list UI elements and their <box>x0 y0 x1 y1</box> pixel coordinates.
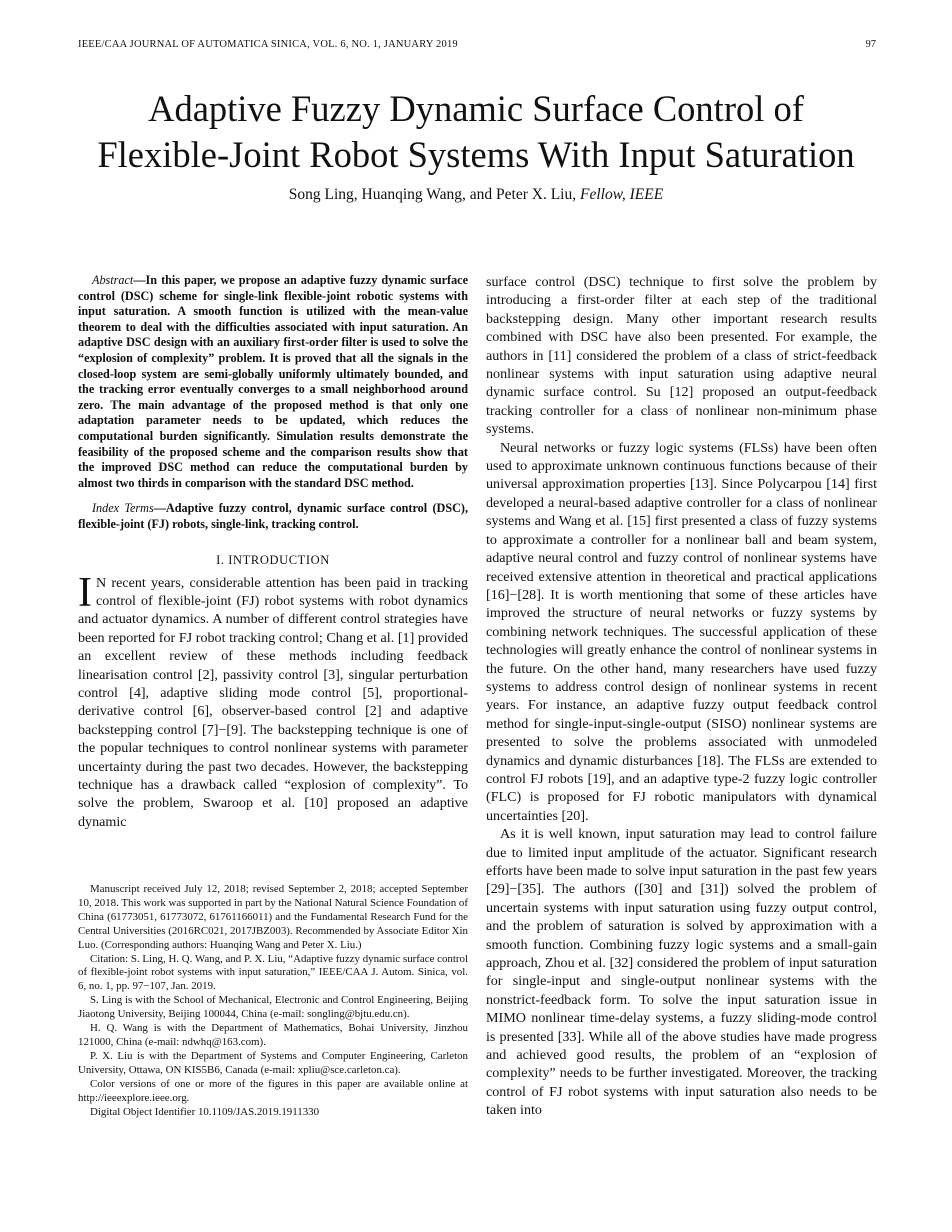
section-heading-introduction: I. INTRODUCTION <box>216 552 330 567</box>
abstract-lead: Abstract <box>92 273 134 287</box>
paper-title <box>0 86 952 178</box>
right-column <box>486 273 877 1120</box>
index-terms-lead: Index Terms <box>92 501 154 516</box>
footnotes <box>78 883 468 1119</box>
drop-cap: I <box>78 569 92 616</box>
footnote-author-2: H. Q. Wang is with the Department of Mathematics, Bohai University, Jinzhou 121000, China (e-mail: ndwhq@163.com). <box>78 1022 468 1048</box>
abstract <box>78 273 468 491</box>
right-paragraph-3: As it is well known, input saturation may lead to control failure due to limited input amplitude of the actuator. Significant research efforts have been made to solve input saturation in the past few years [29]−[35]. The authors ([30] and [31]) solved the problem of uncertain systems with input saturation using fuzzy output control, and the problem of saturation is solved by approximation with a smooth function. Combining fuzzy logic systems and a small-gain approach, Zhou et al. [32] considered the problem of input saturation for single-input and single-output nonlinear systems with the nonstrict-feedback form. To solve the input saturation issue in MIMO nonlinear time-delay systems, a fuzzy sliding-mode control is presented [33]. While all of the above studies have made progress and achieved good results, the problem of an “explosion of complexity” needs to be further investigated. Moreover, the tracking control of FJ robot systems with input saturation also needs to be taken into <box>486 826 877 1119</box>
footnote-doi: Digital Object Identifier 10.1109/JAS.2019.1911330 <box>90 1105 320 1118</box>
footnote-author-1: S. Ling is with the School of Mechanical, Electronic and Control Engineering, Beijing Jiaotong University, Beijing 100044, China (e-mail: songling@bjtu.edu.cn). <box>78 994 468 1021</box>
author-list <box>0 186 952 204</box>
footnote-manuscript: Manuscript received July 12, 2018; revised September 2, 2018; accepted September 10, 2018. This work was supported in part by the National Natural Science Foundation of China (61773051, 61773072, 61761166011) and the Fundamental Research Fund for the Central Universities (2016RC021, 2017JBZ003). Recommended by Associate Editor Xin Luo. (Corresponding authors: Huanqing Wang and Peter X. Liu.) <box>78 883 468 951</box>
index-terms-text: —Adaptive fuzzy control, dynamic surface control (DSC), flexible-joint (FJ) robots, single-link, tracking control. <box>78 501 468 531</box>
index-terms <box>78 501 468 532</box>
abstract-text: —In this paper, we propose an adaptive fuzzy dynamic surface control (DSC) scheme for single-link flexible-joint robotic systems with input saturation. A smooth function is utilized with the mean-value theorem to deal with the difficulties associated with input saturation. An adaptive DSC design with an auxiliary first-order filter is used to solve the “explosion of complexity” problem. It is proved that all the signals in the closed-loop system are semi-globally uniformly ultimately bounded, and the tracking error eventually converges to a small neighborhood around zero. The main advantage of the proposed method is that only one adaptation parameter needs to be updated, which reduces the computational burden significantly. Simulation results demonstrate the feasibility of the proposed scheme and the comparison results show that the improved DSC method can reduce the computational burden by almost two thirds in comparison with the standard DSC method. <box>78 273 468 490</box>
footnote-citation: Citation: S. Ling, H. Q. Wang, and P. X. Liu, “Adaptive fuzzy dynamic surface control of flexible-joint robot systems with input saturation,” IEEE/CAA J. Autom. Sinica, vol. 6, no. 1, pp. 97−107, Jan. 2019. <box>78 952 468 993</box>
author-names: Song Ling, Huanqing Wang, and Peter X. Liu, <box>288 186 580 203</box>
intro-paragraph-1-text: N recent years, considerable attention has been paid in tracking control of flexible-joint (FJ) robot systems with robot dynamics and actuator dynamics. A number of different control strategies have been reported for FJ robot tracking control; Chang et al. [1] provided an excellent review of these methods including feedback linearisation control [2], passivity control [3], singular perturbation control [4], adaptive sliding mode control [5], proportional-derivative control [6], observer-based control [2] and adaptive backstepping control [7]−[9]. The backstepping technique is one of the popular techniques to control nonlinear systems with parameter uncertainty during the past two decades. However, the backstepping technique has a drawback called “explosion of complexity”. To solve the problem, Swaroop et al. [10] proposed an adaptive dynamic <box>78 574 468 830</box>
title-line-1: Adaptive Fuzzy Dynamic Surface Control of <box>148 88 804 129</box>
footnote-color: Color versions of one or more of the figures in this paper are available online at http://ieeexplore.ieee.org. <box>78 1077 468 1104</box>
right-paragraph-2: Neural networks or fuzzy logic systems (FLSs) have been often used to approximate unknown continuous functions because of their universal approximation properties [13]. Since Polycarpou [14] first developed a neural-based adaptive controller for a class of nonlinear systems and Wang et al. [15] first presented a class of fuzzy systems to approximate a controller for a nonlinear ball and beam system, adaptive neural control and fuzzy control of nonlinear systems have received extensive attention in theoretical and practical applications [16]−[28]. It is worth mentioning that some of these articles have improved the structure of neural networks or fuzzy systems by combining network techniques. The successful application of these technologies will greatly enhance the control of nonlinear systems in the future. On the other hand, many researchers have used fuzzy systems to address control design of nonlinear systems in recent years. For instance, an adaptive fuzzy output feedback control method for single-input-single-output (SISO) nonlinear systems are presented to solve the problems associated with unmodeled dynamics and dynamic disturbances [18]. The FLSs are extended to control FJ robots [19], and an adaptive type-2 fuzzy logic controller (FLC) is proposed for FJ robotic manipulators with dynamical uncertainties [20]. <box>486 439 877 824</box>
author-fellow: Fellow, IEEE <box>580 186 664 203</box>
right-paragraph-1: surface control (DSC) technique to first solve the problem by introducing a first-order filter at each step of the traditional backstepping design. Many other important research results combined with DSC have also been presented. For example, the authors in [11] considered the problem of a class of strict-feedback nonlinear systems with input saturation using adaptive neural dynamic surface control. Su [12] proposed an output-feedback tracking controller for a class of nonlinear non-minimum phase systems. <box>486 274 877 438</box>
running-header: IEEE/CAA JOURNAL OF AUTOMATICA SINICA, VOL. 6, NO. 1, JANUARY 2019 <box>78 39 458 50</box>
left-column <box>78 273 468 831</box>
page-number: 97 <box>865 39 876 50</box>
title-line-2: Flexible-Joint Robot Systems With Input Saturation <box>97 134 855 175</box>
intro-paragraph-1 <box>78 569 468 832</box>
footnote-author-3: P. X. Liu is with the Department of Systems and Computer Engineering, Carleton University, Ottawa, ON KIS5B6, Canada (e-mail: xpliu@sce.carleton.ca). <box>78 1049 468 1076</box>
